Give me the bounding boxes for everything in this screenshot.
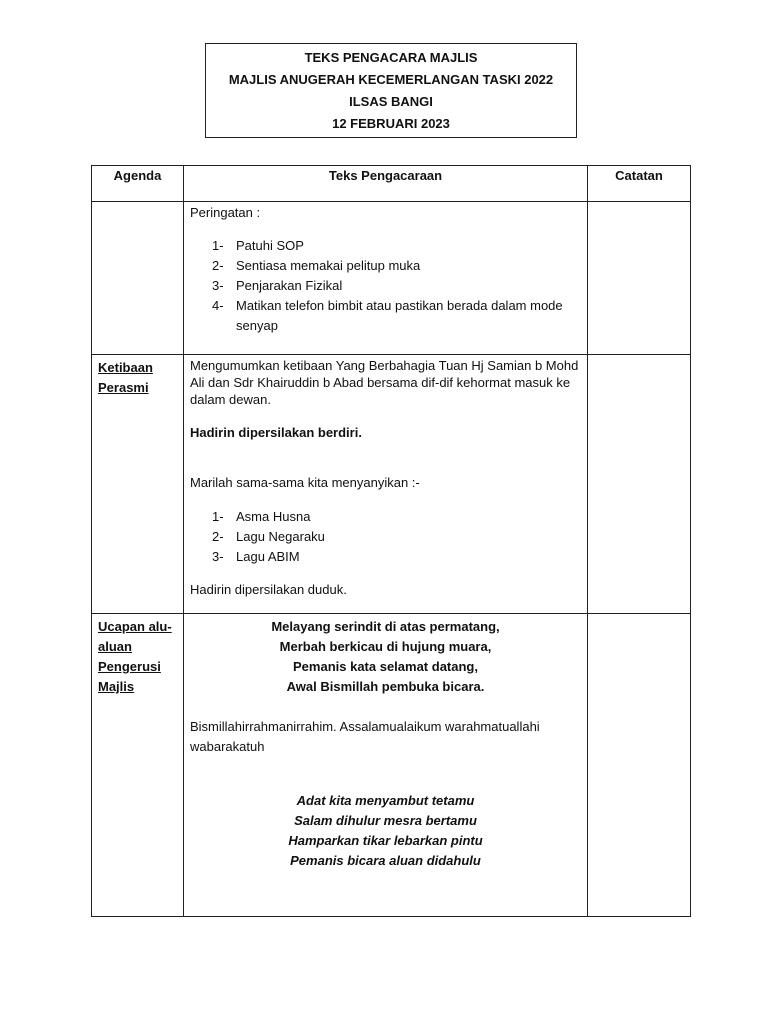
content-cell-ucapan — [184, 614, 588, 917]
catatan-cell — [588, 614, 691, 917]
script-table — [91, 165, 691, 917]
table-row — [92, 202, 691, 355]
peringatan-list — [190, 236, 581, 336]
document-title-box — [205, 43, 577, 138]
agenda-cell-ucapan: Ucapan alu- aluan Pengerusi Majlis — [92, 614, 184, 917]
table-row — [92, 614, 691, 917]
content-cell-ketibaan — [184, 355, 588, 614]
agenda-cell-ketibaan: Ketibaan Perasmi — [92, 355, 184, 614]
catatan-cell — [588, 355, 691, 614]
list-item: 3- Lagu ABIM — [212, 549, 300, 564]
table-header-row — [92, 166, 691, 202]
stand-instruction: Hadirin dipersilakan berdiri. — [190, 425, 362, 440]
pantun-welcome: Melayang serindit di atas permatang, Merbah berkicau di hujung muara, Pemanis kata selamat datang, Awal Bismillah pembuka bicara. — [271, 619, 500, 694]
peringatan-label: Peringatan : — [190, 205, 261, 220]
sing-intro: Marilah sama-sama kita menyanyikan :- — [190, 475, 420, 490]
list-item: 2- Lagu Negaraku — [212, 529, 325, 544]
title-line-1: TEKS PENGACARA MAJLIS — [304, 49, 478, 65]
title-line-2: MAJLIS ANUGERAH KECEMERLANGAN TASKI 2022 — [228, 71, 554, 87]
pantun-aluan: Adat kita menyambut tetamu Salam dihulur mesra bertamu Hamparkan tikar lebarkan pintu Pemanis bicara aluan didahulu — [288, 793, 483, 868]
header-catatan: Catatan — [588, 166, 691, 202]
header-teks: Teks Pengacaraan — [184, 166, 588, 202]
sit-instruction: Hadirin dipersilakan duduk. — [190, 582, 347, 597]
content-cell-peringatan — [184, 202, 588, 355]
title-line-4: 12 FEBRUARI 2023 — [332, 115, 450, 131]
songs-list — [190, 507, 581, 567]
header-agenda: Agenda — [92, 166, 184, 202]
table-row — [92, 355, 691, 614]
list-item: 1- Patuhi SOP — [212, 238, 304, 253]
list-item: 3- Penjarakan Fizikal — [212, 278, 343, 293]
title-line-3: ILSAS BANGI — [349, 93, 433, 109]
agenda-cell-empty — [92, 202, 184, 355]
list-item: 4- Matikan telefon bimbit atau pastikan berada dalam mode senyap — [212, 298, 563, 333]
catatan-cell — [588, 202, 691, 355]
announcement-text: Mengumumkan ketibaan Yang Berbahagia Tuan Hj Samian b Mohd Ali dan Sdr Khairuddin b Abad bersama dif-dif kehormat masuk ke dalam dewan. — [190, 358, 579, 407]
list-item: 2- Sentiasa memakai pelitup muka — [212, 258, 421, 273]
list-item: 1- Asma Husna — [212, 509, 311, 524]
greeting-text: Bismillahirrahmanirrahim. Assalamualaikum warahmatuallahi wabarakatuh — [190, 719, 540, 754]
